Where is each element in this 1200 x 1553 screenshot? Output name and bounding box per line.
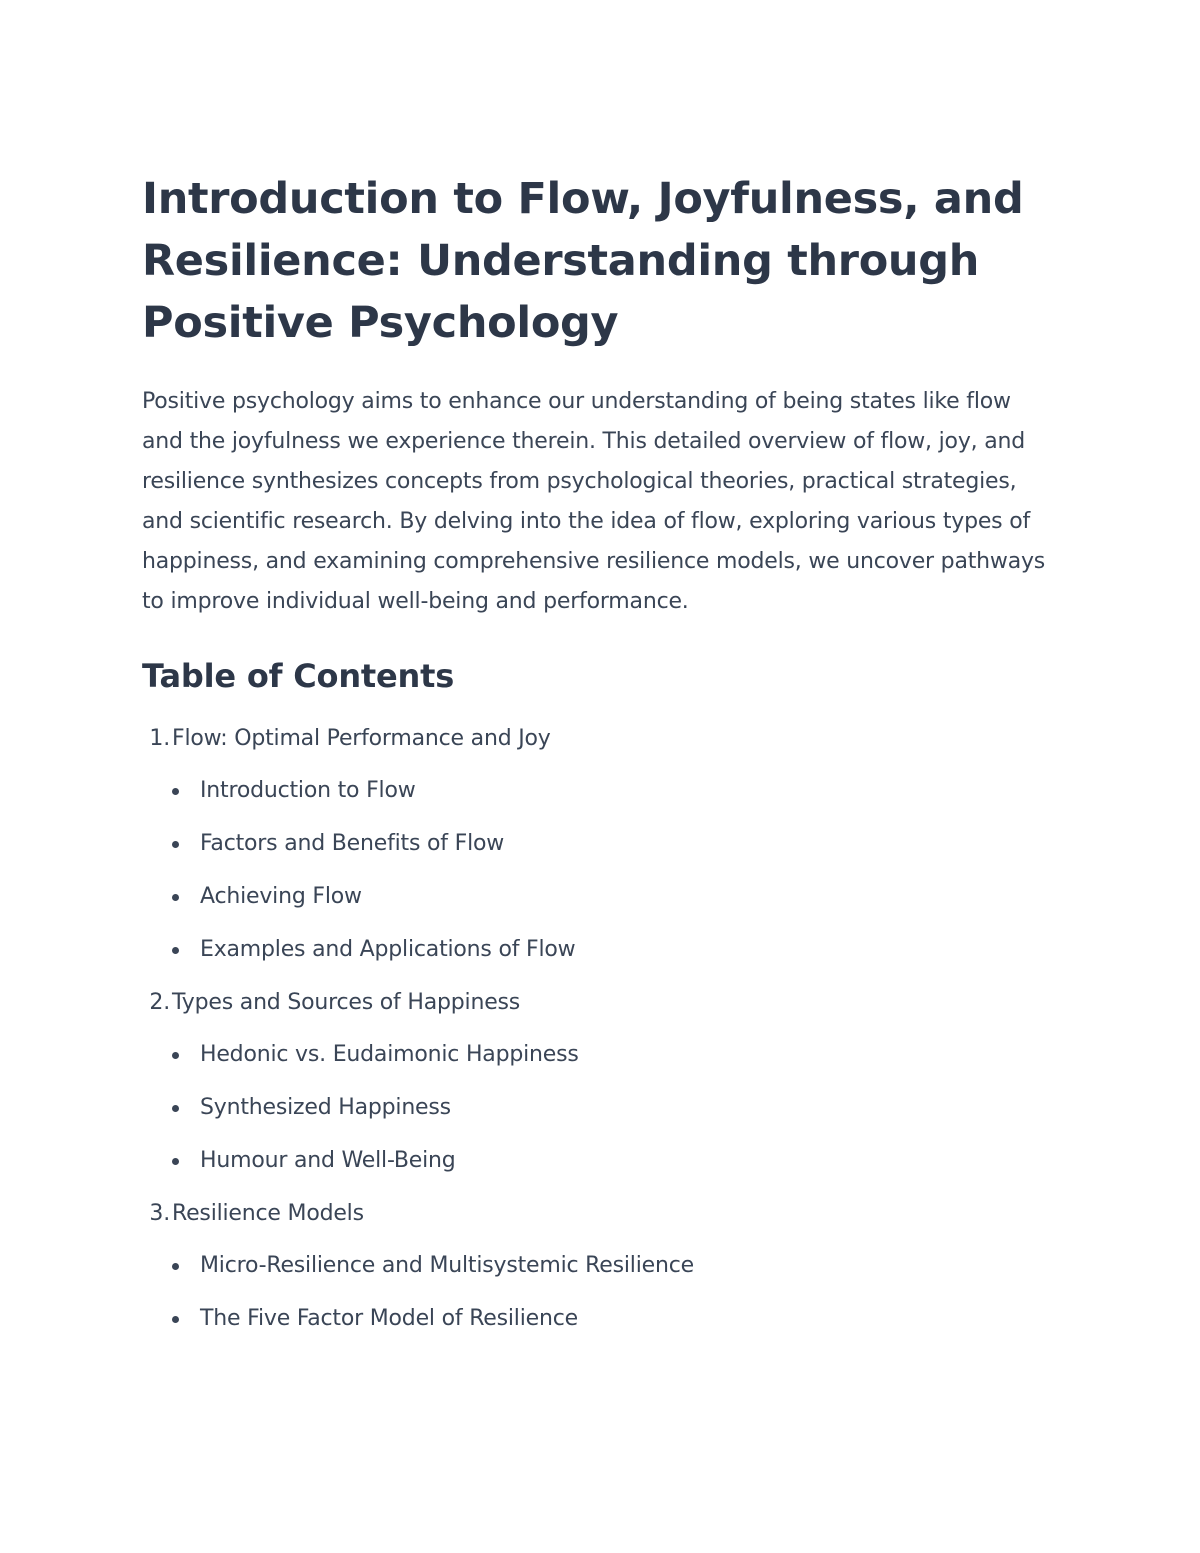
bullet-icon — [172, 1105, 179, 1112]
toc-sub-item — [142, 774, 1052, 808]
bullet-icon — [172, 1263, 179, 1270]
bullet-icon — [172, 788, 179, 795]
toc-section-row — [142, 1197, 1052, 1231]
bullet-icon — [172, 894, 179, 901]
toc-section-happiness — [142, 986, 1052, 1178]
bullet-icon — [172, 1158, 179, 1165]
toc-sub-item-label: Factors and Benefits of Flow — [200, 831, 505, 856]
section-title: Types and Sources of Happiness — [172, 990, 521, 1015]
bullet-icon — [172, 1052, 179, 1059]
toc-sub-list — [142, 1249, 1052, 1336]
section-number: 1. — [149, 726, 170, 751]
toc-section-row — [142, 722, 1052, 756]
toc-section-flow — [142, 722, 1052, 967]
toc-sub-item-label: Hedonic vs. Eudaimonic Happiness — [200, 1042, 579, 1067]
bullet-icon — [172, 841, 179, 848]
toc-sub-item — [142, 933, 1052, 967]
toc-sub-item-label: Achieving Flow — [200, 884, 362, 909]
toc-sub-item — [142, 1144, 1052, 1178]
toc-sub-item — [142, 1091, 1052, 1125]
section-number: 3. — [149, 1201, 170, 1226]
toc-sub-item-label: Humour and Well-Being — [200, 1148, 456, 1173]
section-title: Flow: Optimal Performance and Joy — [172, 726, 551, 751]
toc-list — [142, 722, 1052, 1336]
toc-sub-item — [142, 880, 1052, 914]
toc-heading: Table of Contents — [142, 657, 455, 695]
intro-paragraph: Positive psychology aims to enhance our understanding of being states like flow and the joyfulness we experience therein. This detailed overview of flow, joy, and resilience synthesizes concepts from psychological theories, practical strategies, and scientific research. By delving into the idea of flow, exploring various types of happiness, and examining comprehensive resilience models, we uncover pathways to improve individual well-being and performance. — [142, 389, 1046, 614]
document-title: Introduction to Flow, Joyfulness, and Resilience: Understanding through Positive Psychology — [142, 174, 1024, 348]
toc-sub-item-label: Micro-Resilience and Multisystemic Resilience — [200, 1253, 694, 1278]
bullet-icon — [172, 947, 179, 954]
toc-sub-item-label: Introduction to Flow — [200, 778, 416, 803]
toc-sub-item-label: Examples and Applications of Flow — [200, 937, 576, 962]
toc-sub-item-label: The Five Factor Model of Resilience — [200, 1306, 578, 1331]
toc-sub-item — [142, 1302, 1052, 1336]
toc-sub-list — [142, 774, 1052, 967]
section-number: 2. — [149, 990, 170, 1015]
document-page — [142, 168, 1052, 1355]
toc-sub-item — [142, 1038, 1052, 1072]
toc-sub-item — [142, 1249, 1052, 1283]
toc-sub-list — [142, 1038, 1052, 1178]
toc-section-row — [142, 986, 1052, 1020]
section-title: Resilience Models — [172, 1201, 364, 1226]
bullet-icon — [172, 1316, 179, 1323]
toc-sub-item-label: Synthesized Happiness — [200, 1095, 451, 1120]
toc-section-resilience — [142, 1197, 1052, 1336]
toc-sub-item — [142, 827, 1052, 861]
